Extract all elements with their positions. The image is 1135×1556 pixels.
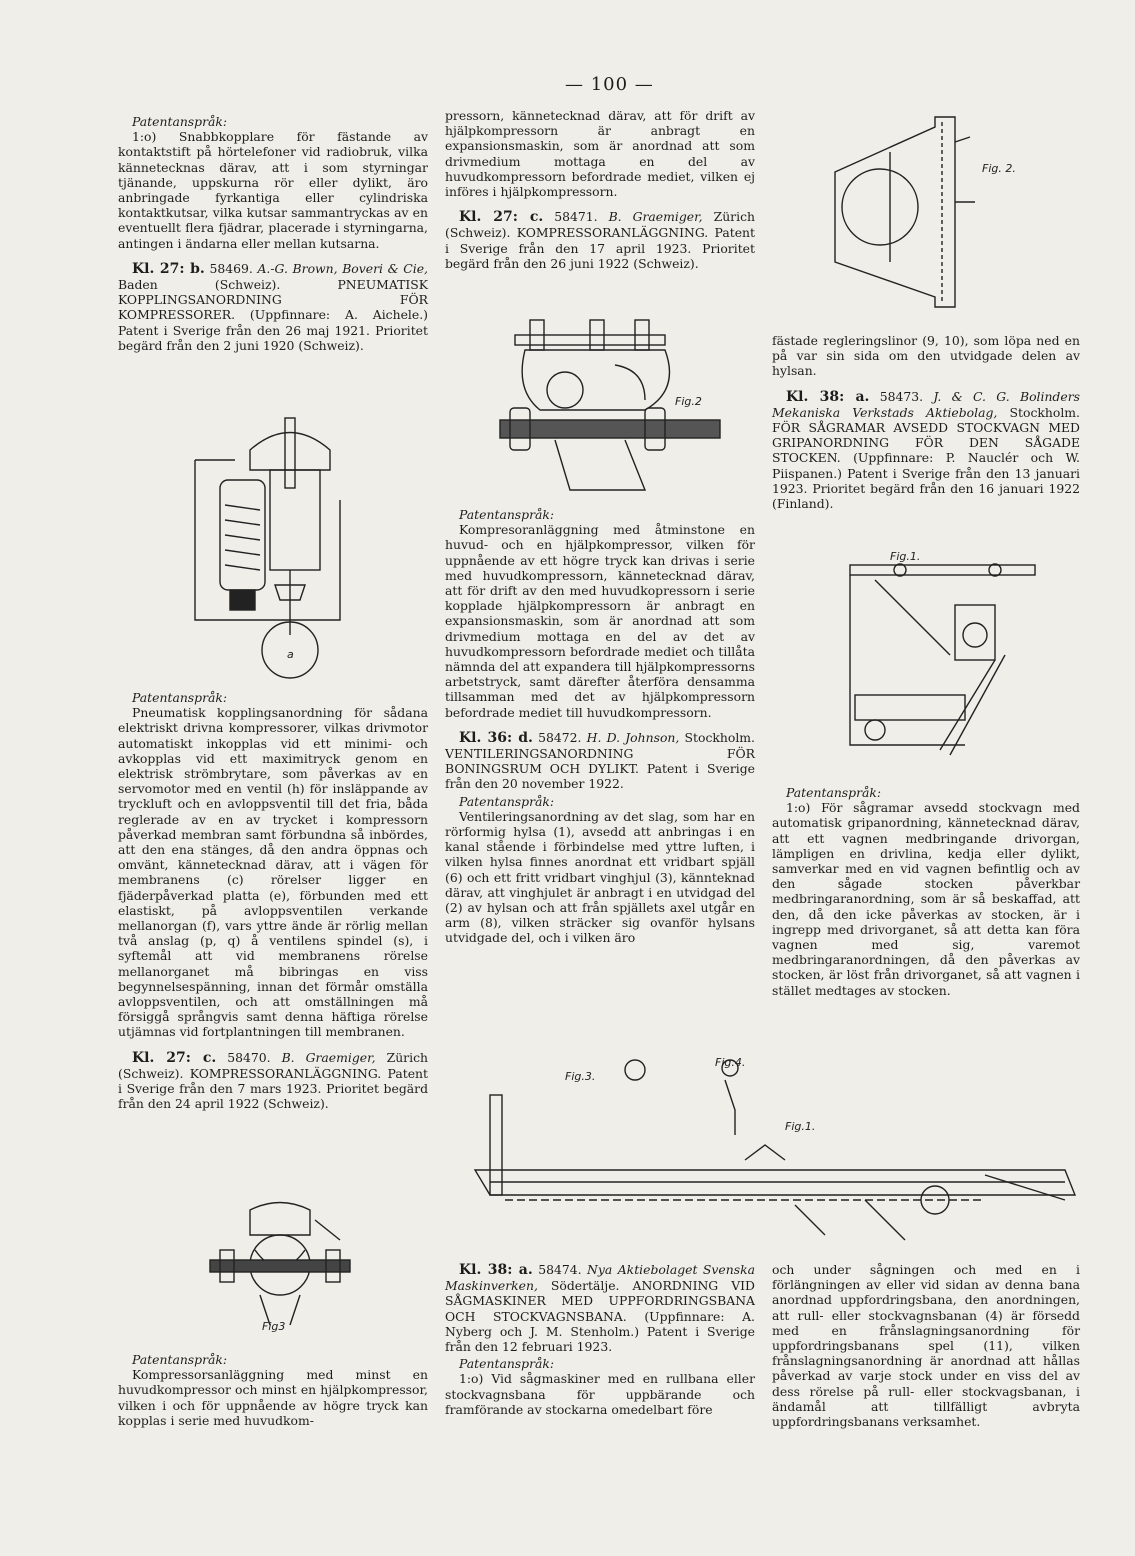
class-label: Kl. 36: d. <box>459 729 533 746</box>
claims-heading: Patentanspråk: <box>132 690 228 705</box>
continued-text: fästade regleringslinor (9, 10), som löpa ned en på var sin sida om den utvidgade delen av hylsan. <box>772 333 1080 379</box>
entry-text: Zürich (Schweiz). KOMPRESSORANLÄGGNING. Patent i Sverige från den 17 april 1923. Prioritet begärd från den 26 juni 1922 (Schweiz). <box>445 209 755 271</box>
entry-text: Zürich (Schweiz). KOMPRESSORANLÄGGNING. Patent i Sverige från den 7 mars 1923. Prioritet begärd från den 24 april 1922 (Schweiz). <box>118 1049 428 1112</box>
claim-text: 1:o) För sågramar avsedd stockvagn med automatisk gripanordning, kännetecknad därav, att ett vagnen medbringande drivorgan, lämpligen en drivlina, kedja eller dylikt, samverkar med en vid vagnen befintlig och av den sågade stocken påverkbar medbringaranordning, som är så beskaffad, att den, då den icke påverkas av stocken, är i ingrepp med drivorganet, så att detta kan föra vagnen med sig, varemot medbringaranordningen, då den påverkas av stocken, är löst från drivorganet, så att vagnen i stället medtages av stocken. <box>772 800 1080 998</box>
claims-heading: Patentanspråk: <box>459 793 555 809</box>
claim-text: 1:o) Vid sågmaskiner med en rullbana eller stockvagnsbana för uppbärande och framförande av stockarna omedelbart före <box>445 1371 755 1417</box>
patent-number: 58470. <box>227 1049 271 1065</box>
right-column-top <box>772 333 1080 511</box>
figure-label: Fig.1. <box>890 550 921 563</box>
entry-text: Stockholm. VENTILERINGSANORDNING FÖR BONINGSRUM OCH DYLIKT. Patent i Sverige från den 20 november 1922. <box>445 729 755 792</box>
class-label: Kl. 38: a. <box>459 1262 533 1278</box>
figure-label: Fig.3. <box>565 1070 596 1083</box>
class-label: Kl. 27: c. <box>459 209 544 226</box>
middle-column-mid <box>445 505 755 946</box>
class-label: Kl. 38: a. <box>786 388 870 405</box>
applicant: B. Graemiger, <box>608 209 703 225</box>
figure-label: a <box>287 648 294 661</box>
figure-label: Fig.4. <box>715 1056 746 1069</box>
patent-entry-58472 <box>445 730 755 792</box>
figure-log-carriage <box>845 545 1040 765</box>
patent-entry-58474 <box>445 1262 755 1354</box>
figure-compressor-58470 <box>200 1190 360 1340</box>
right-column-mid <box>772 783 1080 998</box>
patent-entry-58473 <box>772 389 1080 512</box>
bottom-right-column <box>772 1262 1080 1429</box>
patent-number: 58474. <box>538 1262 582 1277</box>
claims-heading: Patentanspråk: <box>459 1356 555 1372</box>
patent-entry-58469 <box>118 261 428 353</box>
patent-number: 58472. <box>538 729 582 745</box>
patent-entry-58470 <box>118 1050 428 1112</box>
claim-text: Kompresoranläggning med åtminstone en huvud- och en hjälpkompressor, vilken för uppnående av ett högre tryck kan drivas i serie med huvudkompressorn, kännetecknad därav, att för drift av den med huvudkopressorn i serie kopplade hjälpkompressorn är anbragt en expansionsmaskin, som är anordnad att som drivmedium mottaga en del av det av huvudkompressorn befordrade mediet och tillåta nämnda del att expandera till hjälpkompressorns arbetstryck, samt därefter återföra densamma tillsamman med det av hjälpkompressorn befordrade mediet till huvudkompressorn. <box>445 522 755 720</box>
claims-heading: Patentanspråk: <box>459 507 555 522</box>
figure-label: Fig.1. <box>785 1120 816 1133</box>
patent-number: 58469. <box>209 260 253 276</box>
entry-text: Baden (Schweiz). PNEUMATISK KOPPLINGSANORDNING FÖR KOMPRESSORER. (Uppfinnare: A. Aichele.) Patent i Sverige från den 26 maj 1921. Prioritet begärd från den 2 juni 1920 (Schweiz). <box>118 277 428 353</box>
figure-sawmill-conveyor <box>465 1050 1085 1250</box>
applicant: B. Graemiger, <box>281 1049 376 1065</box>
middle-column-top <box>445 108 755 271</box>
figure-pneumatic-coupling <box>190 410 350 680</box>
left-column-mid <box>118 688 428 1111</box>
bottom-middle-column <box>445 1262 755 1417</box>
patent-number: 58473. <box>879 388 924 404</box>
continued-text: och under sågningen och med en i förlängningen av eller vid sidan av denna bana anordnad uppfordringsbana, den anordningen, att rull- eller stockvagnsbanan (4) är försedd med en frånslagningsanordning för uppfordringsbanans spel (11), vilken frånslagningsanordning är anordnad att hållas påverkad av varje stock under en viss del av dess rörelse på rull- eller stockvagsbanan, i ändamål att tillfälligt avbryta uppfordringsbanans verksamhet. <box>772 1262 1080 1430</box>
figure-label: Fig. 2. <box>982 162 1016 175</box>
claims-heading: Patentanspråk: <box>786 785 882 800</box>
applicant: A.-G. Brown, Boveri & Cie, <box>257 260 428 276</box>
applicant: J. & C. G. Bolinders Mekaniska Verkstads Aktiebolag, <box>772 388 1080 420</box>
applicant: Nya Aktiebolaget Svenska Maskinverken, <box>445 1262 755 1294</box>
figure-label: Fig3 <box>262 1320 286 1333</box>
figure-ventilation <box>830 112 1030 317</box>
entry-text: Södertälje. ANORDNING VID SÅGMASKINER MED UPPFORDRINGSBANA OCH STOCKVAGNSBANA. (Uppfinnare: A. Nyberg och J. M. Stenholm.) Patent i Sverige från den 12 februari 1923. <box>445 1278 755 1355</box>
entry-text: Stockholm. FÖR SÅGRAMAR AVSEDD STOCKVAGN MED GRIPANORDNING FÖR DEN SÅGADE STOCKEN. (Uppfinnare: P. Nauclér och W. Piispanen.) Patent i Sverige från den 13 januari 1923. Prioritet begärd från den 16 januari 1922 (Finland). <box>772 404 1080 512</box>
continued-text: pressorn, kännetecknad därav, att för drift av hjälpkompressorn är anbragt en expansionsmaskin, som är anordnad att som drivmedium mottaga en del av huvudkompressorn befordrade mediet, vilken ej införes i hjälpkompressorn. <box>445 108 755 200</box>
claims-heading: Patentanspråk: <box>132 114 228 129</box>
left-column-top <box>118 112 428 353</box>
left-column-bottom <box>118 1350 428 1428</box>
figure-compressor-58471 <box>495 310 725 500</box>
patent-number: 58471. <box>554 209 598 225</box>
applicant: H. D. Johnson, <box>586 729 680 745</box>
claim-text: Pneumatisk kopplingsanordning för sådana elektriskt drivna kompressorer, vilkas drivmotor automatiskt inkopplas vid ett minimi- och avkopplas vid ett maximitryck genom en elektrisk strömbrytare, som påverkas av en servomotor med en ventil (h) för insläppande av tryckluft och en avloppsventil till det fria, båda reglerade av en av trycket i kompressorn påverkad membran samt förbundna så inbördes, att den ena stänges, då den andra öppnas och omvänt, kännetecknad därav, att i vägen för membranens (c) rörelser ligger en fjäderpåverkad platta (e), förbunden med ett elastiskt, på avloppsventilen verkande mellanorgan (f), vars yttre ände är rörlig mellan två anslag (p, q) å ventilens spindel (s), i syftemål att vid membranens rörelse mellanorganet må bibringas en viss begynnelsespänning, innan det förmår omställa avloppsventilen, och att omställningen må försiggå språngvis samt denna häftiga rörelse utjämnas vid fortplantningen till membranen. <box>118 705 428 1040</box>
page-number: — 100 — <box>565 74 654 95</box>
patent-entry-58471 <box>445 209 755 271</box>
class-label: Kl. 27: b. <box>132 260 205 277</box>
figure-label: Fig.2 <box>675 395 702 408</box>
claim-text: 1:o) Snabbkopplare för fästande av kontaktstift på hörtelefoner vid radiobruk, vilka kännetecknas därav, att i som styrningar tjänande, uppskurna rör eller dylikt, äro anbringade fyrkantiga eller cylindriska kontaktkutsar, vilka kutsar sammantryckas av en eventuellt flera fjädrar, placerade i styrningarna, antingen i ändarna eller mellan kutsarna. <box>118 129 428 251</box>
claims-heading: Patentanspråk: <box>132 1352 228 1367</box>
claim-text: Kompressorsanläggning med minst en huvudkompressor och minst en hjälpkompressor, vilken i och för uppnående av högre tryck kan kopplas i serie med huvudkom- <box>118 1367 428 1428</box>
class-label: Kl. 27: c. <box>132 1049 217 1066</box>
claim-text: Ventileringsanordning av det slag, som har en rörformig hylsa (1), avsedd att anbringas i en kanal stående i förbindelse med yttre luften, i vilken hylsa finnes anordnat ett vridbart spjäll (6) och ett fritt vridbart vinghjul (3), kännteknad därav, att vinghjulet är anbragt i en utvidgad del (2) av hylsan och att från spjällets axel utgår en arm (8), vilken sträcker sig ovanför hylsans utvidgade del, och i vilken äro <box>445 808 755 946</box>
